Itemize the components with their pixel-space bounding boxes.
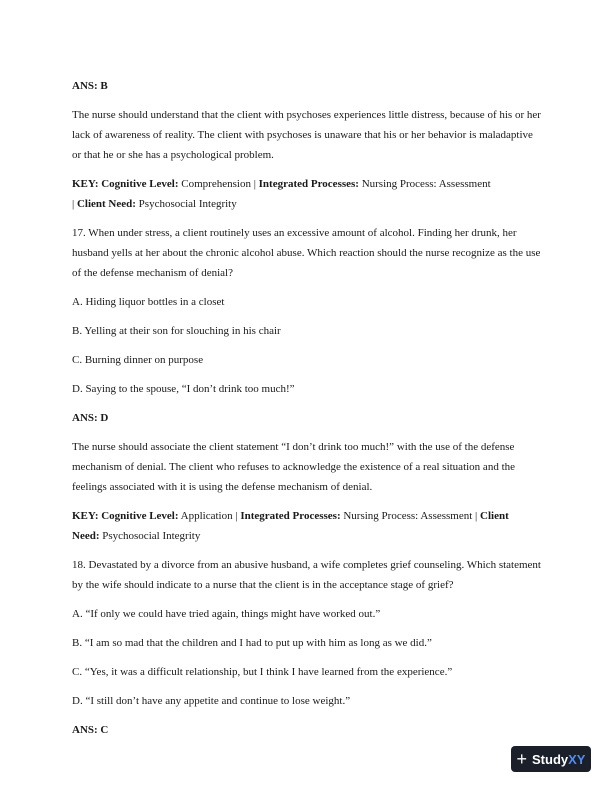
answer-17: ANS: D bbox=[72, 412, 109, 424]
rationale-17: The nurse should associate the client statement “I don’t drink too much!” with the use of the defense mechanism of denial. The client who refuses to acknowledge the existence of a real situation and the feelings associated with it is using the defense mechanism of denial. bbox=[72, 441, 516, 493]
answer-18: ANS: C bbox=[72, 724, 109, 736]
integrated-processes-label: Integrated Processes: bbox=[258, 178, 359, 190]
question-17-option-b: B. Yelling at their son for slouching in his chair bbox=[72, 325, 281, 337]
studyxy-logo-badge[interactable] bbox=[511, 746, 591, 772]
key-17 bbox=[72, 506, 542, 546]
question-17-option-c: C. Burning dinner on purpose bbox=[72, 354, 204, 366]
document-body bbox=[72, 76, 542, 749]
question-18-option-b: B. “I am so mad that the children and I had to put up with him as long as we did.” bbox=[72, 637, 432, 649]
client-need-label-part1: Client bbox=[480, 510, 509, 522]
question-17-stem: 17. When under stress, a client routinely uses an excessive amount of alcohol. Finding her drunk, her husband yells at her about the chronic alcohol abuse. Which reaction should the nurse recognize as the use of the defense mechanism of denial? bbox=[72, 227, 541, 279]
integrated-processes-value: Nursing Process: Assessment bbox=[358, 178, 491, 190]
brand-name-study: Study bbox=[532, 751, 569, 767]
cognitive-level-value: Application | bbox=[178, 510, 241, 522]
key-label: KEY: Cognitive Level: bbox=[72, 178, 179, 190]
key-16 bbox=[72, 174, 542, 214]
integrated-processes-value: Nursing Process: Assessment | bbox=[340, 510, 481, 522]
client-need-label-part2: Need: bbox=[72, 530, 100, 542]
rationale-16: The nurse should understand that the client with psychoses experiences little distress, because of his or her lack of awareness of reality. The client with psychoses is unaware that his or her behavior is maladaptive or that he or she has a psychological problem. bbox=[72, 109, 541, 161]
brand-name-xy: XY bbox=[568, 751, 586, 767]
question-18-option-a: A. “If only we could have tried again, things might have worked out.” bbox=[72, 608, 381, 620]
question-18-option-c: C. “Yes, it was a difficult relationship, but I think I have learned from the experience.” bbox=[72, 666, 453, 678]
key-label: KEY: Cognitive Level: bbox=[72, 510, 179, 522]
client-need-label: Client Need: bbox=[76, 198, 136, 210]
answer-16: ANS: B bbox=[72, 80, 108, 92]
plus-icon: + bbox=[516, 749, 528, 769]
question-18-option-d: D. “I still don’t have any appetite and continue to lose weight.” bbox=[72, 695, 351, 707]
question-18-stem: 18. Devastated by a divorce from an abusive husband, a wife completes grief counseling. Which statement by the wife should indicate to a nurse that the client is in the acceptance stage of grief? bbox=[72, 559, 541, 591]
separator: | bbox=[72, 198, 77, 210]
client-need-value: Psychosocial Integrity bbox=[135, 198, 237, 210]
question-17-option-a: A. Hiding liquor bottles in a closet bbox=[72, 296, 225, 308]
integrated-processes-label: Integrated Processes: bbox=[240, 510, 341, 522]
question-17-option-d: D. Saying to the spouse, “I don’t drink too much!” bbox=[72, 383, 295, 395]
client-need-value: Psychosocial Integrity bbox=[99, 530, 201, 542]
cognitive-level-value: Comprehension | bbox=[178, 178, 259, 190]
